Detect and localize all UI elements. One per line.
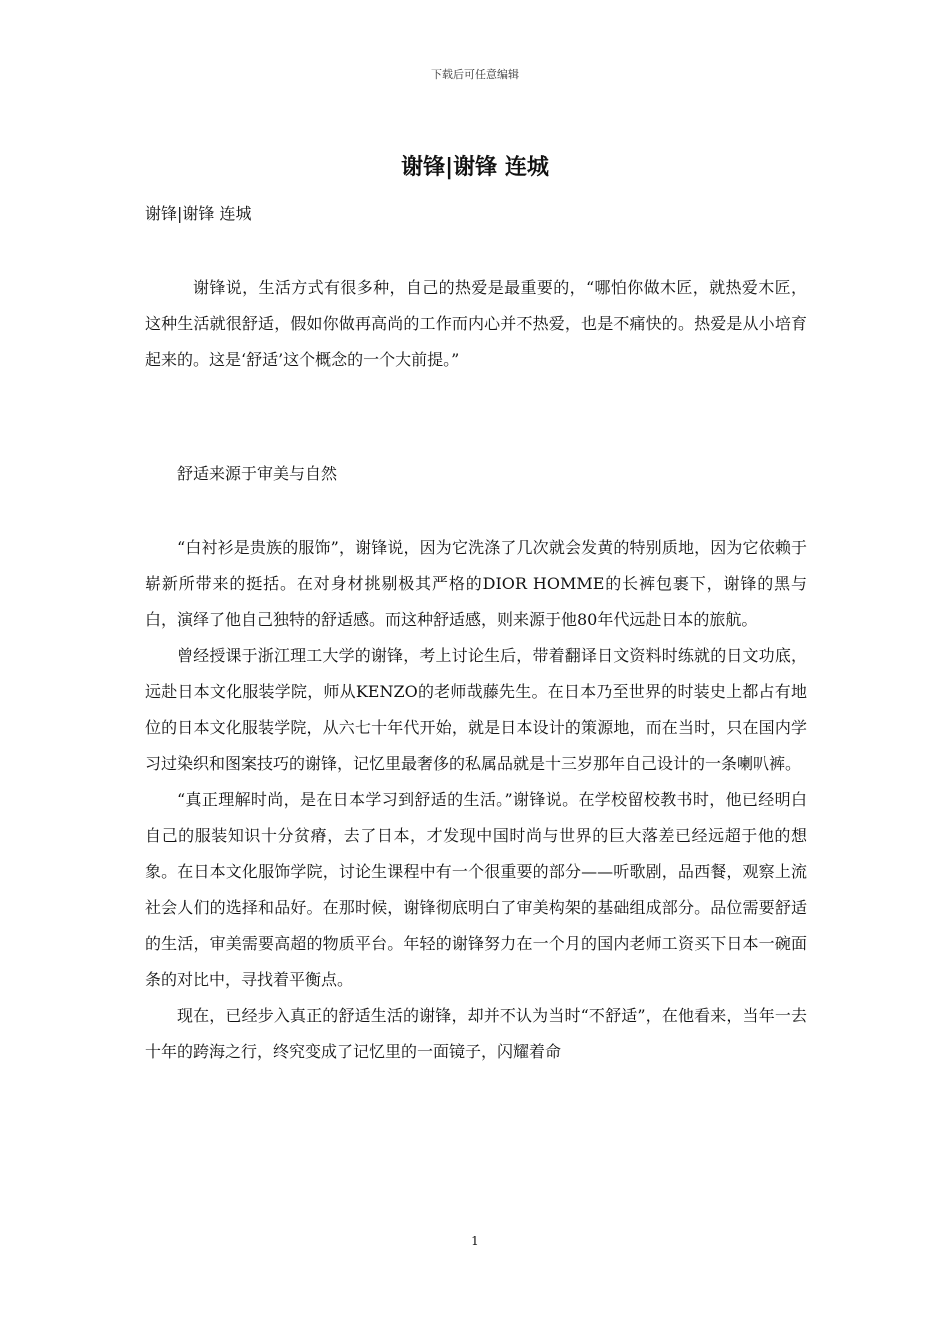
paragraph: 现在，已经步入真正的舒适生活的谢锋，却并不认为当时“不舒适”，在他看来，当年一去十年的跨海之行，终究变成了记忆里的一面镜子，闪耀着命 [145, 1006, 807, 1061]
document-subtitle: 谢锋|谢锋 连城 [145, 204, 252, 223]
page-header: 下载后可任意编辑 [431, 68, 519, 81]
page-number: 1 [471, 1234, 479, 1248]
paragraph: 曾经授课于浙江理工大学的谢锋，考上讨论生后，带着翻译日文资料时练就的日文功底，远赴日本文化服装学院，师从KENZO的老师哉藤先生。在日本乃至世界的时装史上都占有地位的日本文化服装学院，从六七十年代开始，就是日本设计的策源地，而在当时，只在国内学习过染织和图案技巧的谢锋，记忆里最奢侈的私属品就是十三岁那年自己设计的一条喇叭裤。 [145, 646, 807, 773]
body-block-intro [145, 270, 807, 378]
document-title: 谢锋|谢锋 连城 [401, 155, 549, 180]
paragraph: 谢锋说，生活方式有很多种，自己的热爱是最重要的，“哪怕你做木匠，就热爱木匠，这种生活就很舒适，假如你做再高尚的工作而内心并不热爱，也是不痛快的。热爱是从小培育起来的。这是‘舒适’这个概念的一个大前提。” [145, 278, 807, 369]
paragraph: “白衬衫是贵族的服饰”，谢锋说，因为它洗涤了几次就会发黄的特别质地，因为它依赖于崭新所带来的挺括。在对身材挑剔极其严格的DIOR HOMME的长裤包裹下，谢锋的黑与白，演绎了他自己独特的舒适感。而这种舒适感，则来源于他80年代远赴日本的旅航。 [145, 538, 807, 629]
body-block-heading [145, 456, 807, 492]
section-heading: 舒适来源于审美与自然 [177, 464, 338, 483]
body-block-main [145, 530, 807, 1070]
paragraph: “真正理解时尚，是在日本学习到舒适的生活。”谢锋说。在学校留校教书时，他已经明白自己的服装知识十分贫瘠，去了日本，才发现中国时尚与世界的巨大落差已经远超于他的想象。在日本文化服饰学院，讨论生课程中有一个很重要的部分——听歌剧，品西餐，观察上流社会人们的选择和品好。在那时候，谢锋彻底明白了审美构架的基础组成部分。品位需要舒适的生活，审美需要高超的物质平台。年轻的谢锋努力在一个月的国内老师工资买下日本一碗面条的对比中，寻找着平衡点。 [145, 790, 807, 989]
